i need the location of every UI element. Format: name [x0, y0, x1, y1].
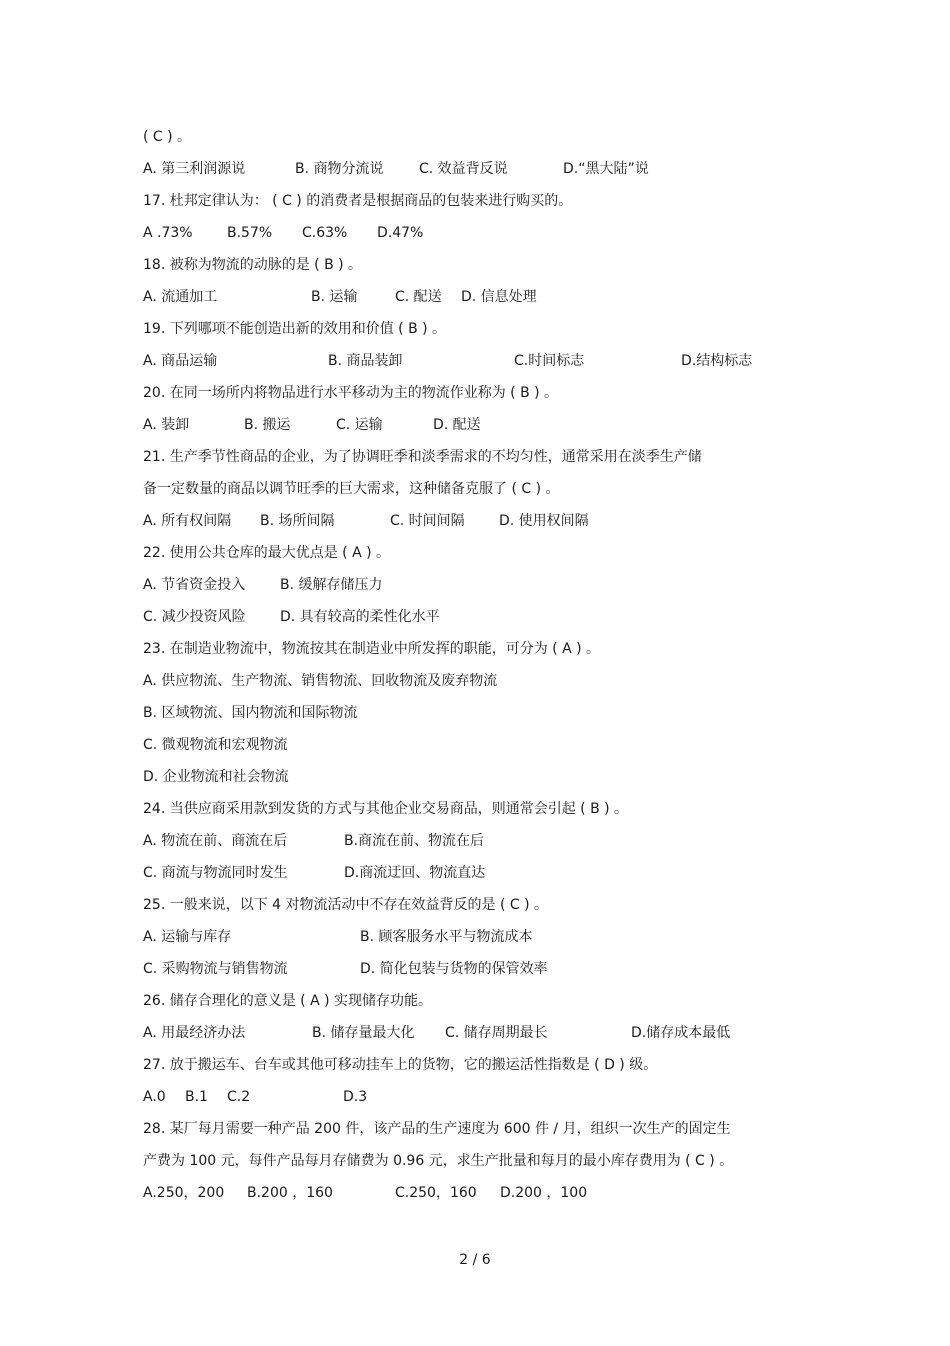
question-18: 18. 被称为物流的动脉的是 ( B ) 。: [143, 257, 363, 273]
option-c: C. 减少投资风险: [143, 609, 246, 625]
option-a: A.250，200: [143, 1185, 225, 1201]
option-c: C.250，160: [395, 1185, 477, 1201]
option-d: D. 具有较高的柔性化水平: [280, 609, 440, 625]
question-26: 26. 储存合理化的意义是 ( A ) 实现储存功能。: [143, 993, 433, 1009]
option-a: A. 运输与库存: [143, 929, 232, 945]
option-d: D.47%: [377, 225, 424, 241]
option-c: C. 运输: [336, 417, 383, 433]
question-22: 22. 使用公共仓库的最大优点是 ( A ) 。: [143, 545, 391, 561]
option-a: A. 装卸: [143, 417, 190, 433]
option-c: C. 储存周期最长: [445, 1025, 548, 1041]
option-b: B.1: [185, 1089, 208, 1105]
option-d: D. 配送: [433, 417, 481, 433]
question-20: 20. 在同一场所内将物品进行水平移动为主的物流作业称为 ( B ) 。: [143, 385, 559, 401]
question-28-line-2: 产费为 100 元，每件产品每月存储费为 0.96 元，求生产批量和每月的最小库存费用为 ( C ) 。: [143, 1153, 734, 1169]
option-c: C.时间标志: [514, 353, 585, 369]
option-d: D.3: [343, 1089, 368, 1105]
option-b: B. 缓解存储压力: [280, 577, 383, 593]
option-a: A. 所有权间隔: [143, 513, 232, 529]
question-24: 24. 当供应商采用款到发货的方式与其他企业交易商品，则通常会引起 ( B ) 。: [143, 801, 629, 817]
option-b: B.57%: [227, 225, 273, 241]
option-d: D.储存成本最低: [631, 1025, 731, 1041]
option-d: D. 简化包装与货物的保管效率: [360, 961, 548, 977]
option-a: A. 节省资金投入: [143, 577, 246, 593]
option-a: A .73%: [143, 225, 193, 241]
page-number: 2 / 6: [459, 1252, 491, 1268]
option-b: B. 搬运: [244, 417, 291, 433]
option-a: A.0: [143, 1089, 166, 1105]
option-b: B.商流在前、物流在后: [344, 833, 485, 849]
option-d: D.200 ，100: [500, 1185, 588, 1201]
question-17: 17. 杜邦定律认为： ( C ) 的消费者是根据商品的包装来进行购买的。: [143, 193, 573, 209]
option-c: C.2: [227, 1089, 251, 1105]
question-19: 19. 下列哪项不能创造出新的效用和价值 ( B ) 。: [143, 321, 447, 337]
option-c: C. 配送: [395, 289, 442, 305]
option-a: A. 第三利润源说: [143, 161, 246, 177]
option-b: B.200 ，160: [247, 1185, 333, 1201]
option-a: A. 供应物流、生产物流、销售物流、回收物流及废弃物流: [143, 673, 498, 689]
option-d: D. 使用权间隔: [499, 513, 589, 529]
option-c: C. 微观物流和宏观物流: [143, 737, 288, 753]
option-b: B. 商物分流说: [295, 161, 384, 177]
option-b: B. 顾客服务水平与物流成本: [360, 929, 533, 945]
option-a: A. 物流在前、商流在后: [143, 833, 288, 849]
question-27: 27. 放于搬运车、台车或其他可移动挂车上的货物，它的搬运活性指数是 ( D ) 级。: [143, 1057, 658, 1073]
option-c: C. 效益背反说: [419, 161, 508, 177]
option-c: C. 时间间隔: [390, 513, 465, 529]
question-16-answer-line: ( C ) 。: [143, 129, 192, 145]
option-d: D.“黑大陆”说: [563, 161, 649, 177]
option-a: A. 用最经济办法: [143, 1025, 246, 1041]
question-25: 25. 一般来说，以下 4 对物流活动中不存在效益背反的是 ( C ) 。: [143, 897, 549, 913]
option-c: C. 采购物流与销售物流: [143, 961, 288, 977]
question-28-line-1: 28. 某厂每月需要一种产品 200 件，该产品的生产速度为 600 件 / 月，组织一次生产的固定生: [143, 1121, 731, 1137]
question-21-line-1: 21. 生产季节性商品的企业，为了协调旺季和淡季需求的不均匀性，通常采用在淡季生产储: [143, 449, 702, 465]
option-b: B. 区域物流、国内物流和国际物流: [143, 705, 358, 721]
question-21-line-2: 备一定数量的商品以调节旺季的巨大需求，这种储备克服了 ( C ) 。: [143, 481, 560, 497]
option-d: D. 企业物流和社会物流: [143, 769, 289, 785]
option-c: C. 商流与物流同时发生: [143, 865, 288, 881]
option-b: B. 商品装卸: [328, 353, 403, 369]
option-b: B. 场所间隔: [260, 513, 335, 529]
option-d: D.商流迂回、物流直达: [344, 865, 486, 881]
option-a: A. 流通加工: [143, 289, 218, 305]
option-d: D.结构标志: [681, 353, 753, 369]
option-a: A. 商品运输: [143, 353, 218, 369]
option-b: B. 储存量最大化: [312, 1025, 415, 1041]
option-c: C.63%: [302, 225, 348, 241]
option-b: B. 运输: [311, 289, 358, 305]
question-23: 23. 在制造业物流中，物流按其在制造业中所发挥的职能，可分为 ( A ) 。: [143, 641, 601, 657]
option-d: D. 信息处理: [461, 289, 537, 305]
